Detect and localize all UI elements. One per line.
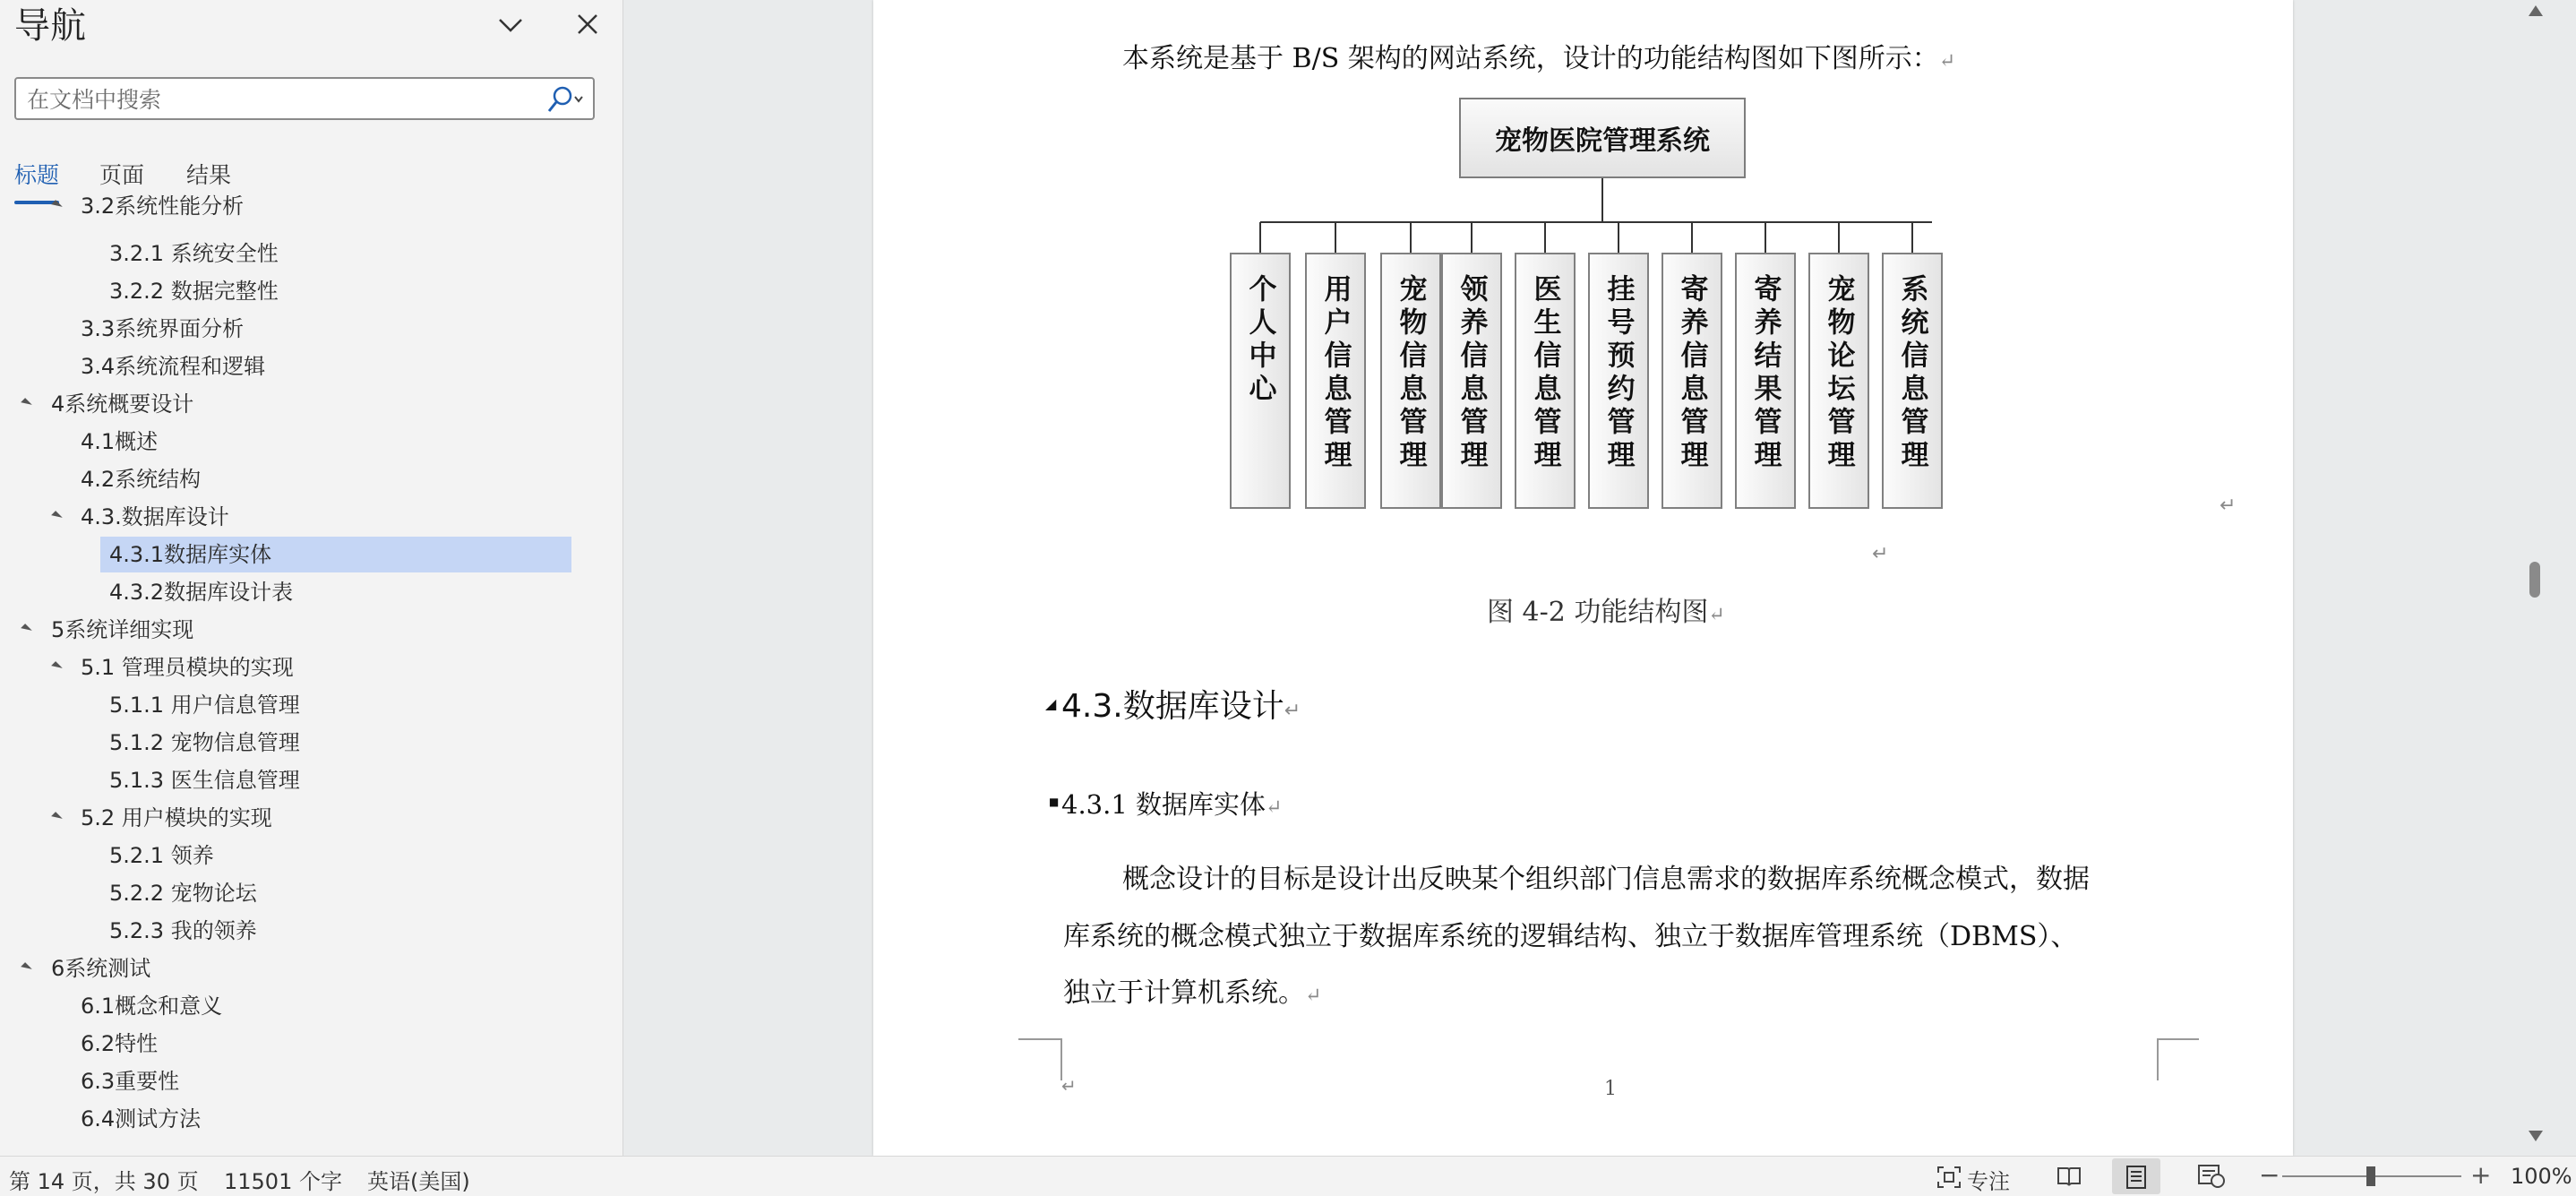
tree-item[interactable] [81, 188, 244, 224]
body-line-1: 概念设计的目标是设计出反映某个组织部门信息需求的数据库系统概念模式，数据 [1122, 864, 2090, 895]
vertical-scrollbar[interactable] [2522, 0, 2549, 1156]
child-connectors [1260, 222, 1912, 254]
crop-mark-right [2156, 1037, 2201, 1082]
search-icon [543, 84, 588, 115]
heading-text: 4.3.1 数据库实体 [1061, 789, 1267, 820]
intro-text: 本系统是基于 B/S 架构的网站系统，设计的功能结构图如下图所示： [1122, 43, 1939, 74]
figure-caption [1487, 589, 1725, 629]
tree-item-selected[interactable] [100, 537, 571, 572]
intro-paragraph [1122, 36, 1955, 75]
tree-item[interactable] [109, 574, 293, 610]
zoom-level[interactable]: 100% [2511, 1164, 2572, 1189]
paragraph-mark: ↵ [2220, 495, 2237, 517]
tree-item[interactable] [51, 951, 150, 986]
diagram-child-node: 医生信息管理 [1515, 253, 1576, 509]
tree-item[interactable] [81, 348, 265, 384]
diagram-child-node: 宠物信息管理 [1380, 253, 1441, 509]
tree-item-label: 5.2.1 领养 [109, 843, 214, 868]
collapse-triangle-icon[interactable]: ◢ [1045, 695, 1057, 712]
body-line-3 [1063, 970, 1321, 1010]
tree-item-label: 5.2.3 我的领养 [109, 918, 257, 943]
paragraph-mark: ↵ [1938, 50, 1956, 73]
tab-results[interactable]: 结果 [186, 162, 232, 188]
web-layout-icon[interactable] [2198, 1165, 2225, 1188]
tree-item-label: 4.2系统结构 [81, 467, 202, 492]
read-mode-icon[interactable] [2057, 1166, 2082, 1187]
tree-item-label: 3.2.2 数据完整性 [109, 279, 279, 304]
search-input[interactable] [25, 84, 548, 115]
tree-item-label: 4.3.数据库设计 [81, 504, 229, 529]
tree-item-label: 5.2 用户模块的实现 [81, 805, 272, 830]
diagram-child-node: 挂号预约管理 [1588, 253, 1649, 509]
diagram-child-node: 寄养结果管理 [1735, 253, 1796, 509]
tree-item-label: 6系统测试 [51, 956, 151, 981]
diagram-child-node: 寄养信息管理 [1662, 253, 1722, 509]
document-page[interactable] [873, 0, 2293, 1156]
focus-label: 专注 [1967, 1169, 2010, 1194]
tree-item-label: 5.1.1 用户信息管理 [109, 693, 300, 718]
tree-item[interactable] [109, 725, 300, 761]
paragraph-mark: ↵ [1708, 604, 1725, 626]
status-bar [0, 1156, 2576, 1196]
search-button[interactable] [543, 84, 588, 115]
paragraph-mark: ↵ [1061, 1075, 1077, 1097]
bullet-marker-icon: ■ [1049, 796, 1060, 808]
focus-icon [1936, 1166, 1962, 1189]
collapse-triangle-icon[interactable] [51, 511, 63, 522]
tree-item-label: 5.2.2 宠物论坛 [109, 881, 257, 906]
tree-item[interactable] [81, 1063, 179, 1099]
navigation-pane [0, 0, 623, 1156]
tree-item[interactable] [109, 838, 214, 873]
tree-item-label: 5系统详细实现 [51, 617, 194, 642]
tab-pages[interactable]: 页面 [99, 162, 145, 188]
page-number: 1 [1604, 1078, 1617, 1100]
tree-item[interactable] [81, 800, 272, 836]
diagram-child-node: 用户信息管理 [1305, 253, 1366, 509]
diagram-child-node: 系统信息管理 [1882, 253, 1943, 509]
tree-item-label: 4.3.2数据库设计表 [109, 580, 294, 605]
body-line-2: 库系统的概念模式独立于数据库系统的逻辑结构、独立于数据库管理系统（DBMS）、 [1063, 921, 2078, 952]
paragraph-mark: ↵ [1284, 700, 1301, 722]
tree-item[interactable] [109, 236, 279, 271]
heading-4-3 [1045, 681, 1301, 727]
tree-item-label: 6.2特性 [81, 1031, 159, 1056]
nav-title: 导航 [14, 5, 86, 47]
tree-item-label: 3.2系统性能分析 [81, 194, 245, 219]
tree-item[interactable] [51, 612, 193, 648]
scroll-up-icon[interactable] [2529, 5, 2543, 16]
paragraph-mark: ↵ [1305, 985, 1322, 1007]
paragraph-mark: ↵ [1266, 796, 1283, 819]
tab-headings[interactable]: 标题 [14, 162, 60, 188]
tree-item[interactable] [81, 424, 158, 460]
tree-item[interactable] [81, 988, 222, 1024]
collapse-triangle-icon[interactable] [21, 962, 32, 974]
tree-item[interactable] [81, 650, 294, 685]
figure-caption-text: 图 4-2 功能结构图 [1487, 597, 1709, 628]
tree-item-label: 3.2.1 系统安全性 [109, 241, 279, 266]
search-box[interactable] [14, 77, 595, 120]
nav-close-button[interactable] [568, 7, 607, 43]
language-indicator[interactable]: 英语(美国) [367, 1169, 470, 1194]
tree-item[interactable] [109, 762, 300, 798]
tree-item-label: 6.3重要性 [81, 1069, 180, 1094]
tree-item-label: 6.4测试方法 [81, 1106, 202, 1131]
document-area[interactable] [624, 0, 2549, 1156]
tree-item[interactable] [81, 1101, 201, 1137]
tree-item[interactable] [81, 311, 244, 347]
collapse-triangle-icon[interactable] [51, 812, 63, 823]
tree-item[interactable] [81, 1026, 158, 1062]
tree-item-label: 3.4系统流程和逻辑 [81, 354, 266, 379]
scroll-down-icon[interactable] [2529, 1131, 2543, 1141]
diagram-child-node: 个人中心 [1230, 253, 1291, 509]
scrollbar-thumb[interactable] [2529, 562, 2540, 598]
heading-text: 4.3.数据库设计 [1061, 688, 1284, 725]
nav-options-button[interactable] [491, 7, 530, 43]
diagram-root-node: 宠物医院管理系统 [1459, 98, 1746, 178]
zoom-in-button[interactable]: + [2470, 1160, 2492, 1190]
diagram-child-node: 宠物论坛管理 [1808, 253, 1869, 509]
collapse-triangle-icon[interactable] [51, 200, 63, 211]
tree-item-label: 5.1.2 宠物信息管理 [109, 730, 300, 755]
zoom-out-button[interactable]: − [2259, 1160, 2280, 1190]
tree-item-label: 3.3系统界面分析 [81, 316, 245, 341]
tree-item-label: 5.1 管理员模块的实现 [81, 655, 294, 680]
collapse-triangle-icon[interactable] [21, 624, 32, 635]
zoom-slider[interactable] [2282, 1175, 2461, 1177]
body-text: 独立于计算机系统。 [1063, 977, 1305, 1009]
word-count[interactable]: 11501 个字 [224, 1169, 342, 1194]
tree-item[interactable] [109, 875, 257, 911]
zoom-slider-thumb[interactable] [2366, 1166, 2375, 1186]
heading-4-3-1 [1049, 785, 1283, 822]
crop-mark-left [1018, 1037, 1063, 1082]
print-layout-icon [2125, 1166, 2147, 1189]
tree-item[interactable] [109, 687, 300, 723]
tree-item-label: 4.1概述 [81, 429, 159, 454]
collapse-triangle-icon[interactable] [21, 398, 32, 409]
tree-item[interactable] [109, 273, 279, 309]
tree-item-label: 6.1概念和意义 [81, 994, 223, 1019]
tree-item-label: 4系统概要设计 [51, 391, 194, 417]
tree-item-label: 5.1.3 医生信息管理 [109, 768, 300, 793]
print-layout-button[interactable] [2112, 1158, 2160, 1194]
paragraph-mark: ↵ [1872, 543, 1889, 565]
tree-item[interactable] [81, 461, 201, 497]
function-structure-diagram [1232, 95, 1975, 516]
tree-item[interactable] [81, 499, 229, 535]
heading-tree [0, 194, 623, 1141]
page-count[interactable]: 第 14 页，共 30 页 [9, 1169, 199, 1194]
tree-item[interactable] [109, 913, 257, 949]
chevron-down-icon [491, 7, 530, 43]
tree-item[interactable] [51, 386, 193, 422]
tree-item-label: 4.3.1数据库实体 [109, 542, 272, 567]
close-icon [568, 7, 607, 43]
diagram-child-node: 领养信息管理 [1441, 253, 1502, 509]
collapse-triangle-icon[interactable] [51, 661, 63, 673]
